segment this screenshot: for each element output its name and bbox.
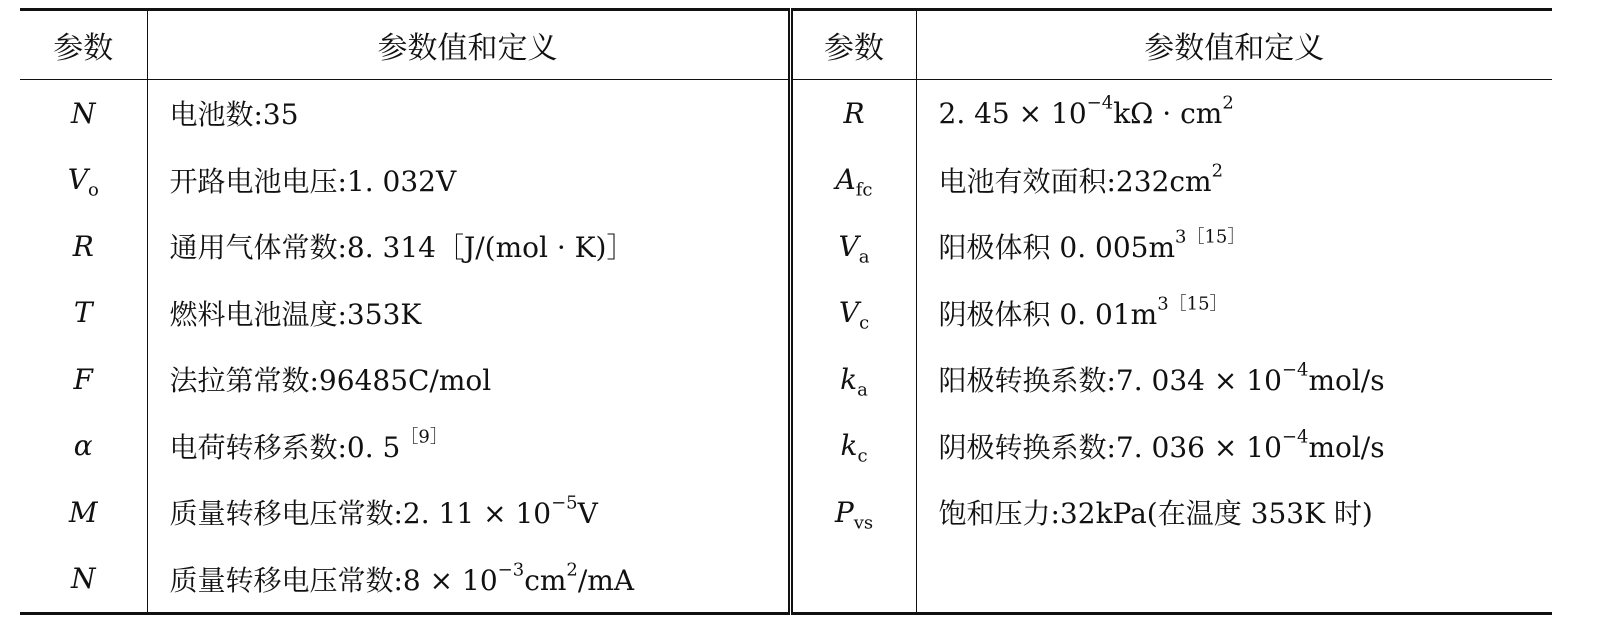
- right-definition: 电池有效面积$:232cm^2$: [938, 160, 1224, 198]
- right-symbol: $P_{vs}$: [790, 479, 916, 546]
- table-header-row: [20, 10, 1552, 80]
- table-row: [20, 280, 1552, 347]
- parameter-table: [20, 8, 1552, 615]
- right-definition: 阳极体积 0. $005m^{3[15]}$: [938, 226, 1246, 265]
- left-symbol: M: [20, 479, 147, 546]
- right-definition: 阴极转换系数:7. $036 \times 10^{-4}mol/s$: [938, 426, 1385, 464]
- right-symbol: R: [790, 80, 916, 147]
- table-row: [20, 80, 1552, 147]
- left-definition: 电荷转移系数:0. $5^{[9]}$: [147, 413, 790, 480]
- right-symbol: $V_a$: [790, 213, 916, 280]
- header-def-right: 参数值和定义: [916, 10, 1552, 80]
- left-definition: 燃料电池温度:353K: [147, 280, 790, 347]
- left-definition: 质量转移电压常数:2. $11 \times 10^{-5}V$: [147, 479, 790, 546]
- right-definition: 2. $45 \times 10^{-4}k\Omega \cdot cm^2$: [938, 92, 1234, 130]
- left-definition: 法拉第常数:96485C/mol: [147, 346, 790, 413]
- right-symbol: $k_c$: [790, 413, 916, 480]
- header-param-right: 参数: [790, 10, 916, 80]
- left-symbol: N: [20, 546, 147, 614]
- header-param-left: 参数: [20, 10, 147, 80]
- parameter-table-container: [20, 8, 1552, 615]
- right-definition: 阳极转换系数:7. $034 \times 10^{-4}mol/s$: [938, 359, 1385, 398]
- table-row: [20, 346, 1552, 413]
- table-row: [20, 546, 1552, 614]
- left-symbol: α: [20, 413, 147, 480]
- right-definition: 阴极体积 0. $01m^{3[15]}$: [938, 293, 1228, 331]
- left-symbol: F: [20, 346, 147, 413]
- left-definition: 通用气体常数:8. 314［J/(mol · K)］: [147, 213, 790, 280]
- table-row: [20, 413, 1552, 480]
- right-definition: 饱和压力:32kPa(在温度 353K 时): [938, 497, 1373, 531]
- left-definition: 电池数:35: [147, 80, 790, 147]
- right-definition: [916, 546, 1552, 614]
- right-symbol: $V_c$: [790, 280, 916, 347]
- left-definition: 开路电池电压:1. 032V: [147, 147, 790, 214]
- right-symbol: [790, 546, 916, 614]
- left-symbol: T: [20, 280, 147, 347]
- right-symbol: $A_{fc}$: [790, 147, 916, 214]
- header-def-left: 参数值和定义: [147, 10, 790, 80]
- right-symbol: $k_a$: [790, 346, 916, 413]
- table-row: [20, 213, 1552, 280]
- table-row: [20, 147, 1552, 214]
- left-symbol: R: [20, 213, 147, 280]
- left-symbol: N: [20, 80, 147, 147]
- left-definition: 质量转移电压常数:8 × $10^{-3}cm^2/mA$: [147, 546, 790, 614]
- left-symbol: $V_o$: [20, 147, 147, 214]
- table-row: [20, 479, 1552, 546]
